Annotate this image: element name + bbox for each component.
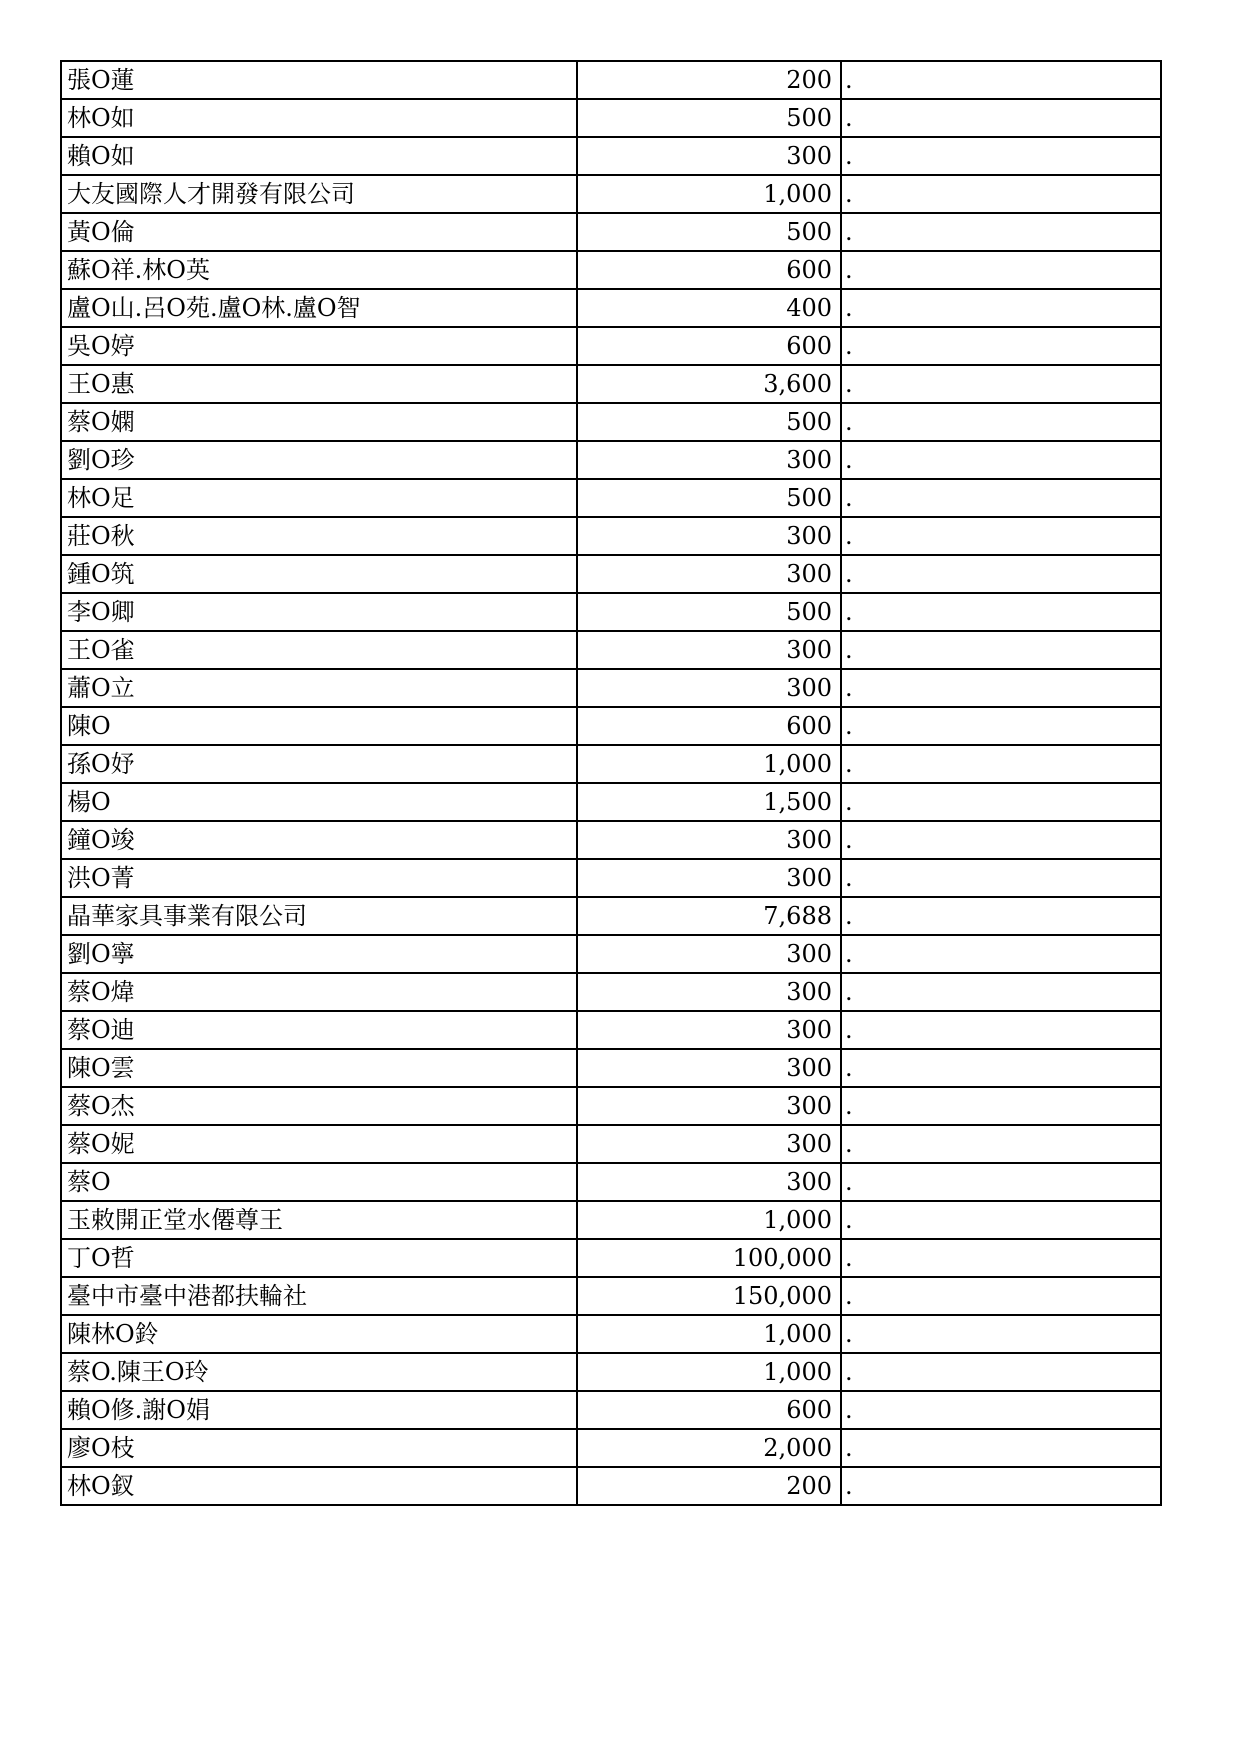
table-row (61, 61, 1161, 99)
amount-cell: 500 (577, 99, 841, 137)
note-cell: . (841, 1087, 1161, 1125)
amount-cell: 600 (577, 1391, 841, 1429)
table-row (61, 897, 1161, 935)
amount-cell: 500 (577, 593, 841, 631)
donor-name-cell: 賴O如 (61, 137, 577, 175)
table-row (61, 631, 1161, 669)
note-cell: . (841, 1277, 1161, 1315)
note-cell: . (841, 1049, 1161, 1087)
donor-name-cell: 林O如 (61, 99, 577, 137)
donor-name-cell: 盧O山.呂O苑.盧O林.盧O智 (61, 289, 577, 327)
note-cell: . (841, 973, 1161, 1011)
note-cell: . (841, 859, 1161, 897)
table-row (61, 517, 1161, 555)
table-row (61, 289, 1161, 327)
donor-name-cell: 廖O枝 (61, 1429, 577, 1467)
note-cell: . (841, 327, 1161, 365)
amount-cell: 300 (577, 555, 841, 593)
table-row (61, 669, 1161, 707)
donor-name-cell: 林O足 (61, 479, 577, 517)
note-cell: . (841, 365, 1161, 403)
table-row (61, 137, 1161, 175)
donor-name-cell: 蔡O.陳王O玲 (61, 1353, 577, 1391)
amount-cell: 150,000 (577, 1277, 841, 1315)
note-cell: . (841, 745, 1161, 783)
table-row (61, 327, 1161, 365)
amount-cell: 300 (577, 859, 841, 897)
table-row (61, 707, 1161, 745)
table-row (61, 403, 1161, 441)
note-cell: . (841, 1011, 1161, 1049)
table-row (61, 783, 1161, 821)
donor-name-cell: 莊O秋 (61, 517, 577, 555)
donor-name-cell: 大友國際人才開發有限公司 (61, 175, 577, 213)
donor-name-cell: 鍾O筑 (61, 555, 577, 593)
amount-cell: 1,000 (577, 1315, 841, 1353)
note-cell: . (841, 783, 1161, 821)
amount-cell: 300 (577, 517, 841, 555)
amount-cell: 300 (577, 631, 841, 669)
donor-name-cell: 劉O寧 (61, 935, 577, 973)
note-cell: . (841, 213, 1161, 251)
donor-name-cell: 王O雀 (61, 631, 577, 669)
note-cell: . (841, 1353, 1161, 1391)
table-row (61, 99, 1161, 137)
note-cell: . (841, 593, 1161, 631)
donor-name-cell: 蔡O嫻 (61, 403, 577, 441)
note-cell: . (841, 897, 1161, 935)
note-cell: . (841, 137, 1161, 175)
amount-cell: 1,000 (577, 175, 841, 213)
table-row (61, 213, 1161, 251)
donor-name-cell: 鐘O竣 (61, 821, 577, 859)
amount-cell: 1,000 (577, 745, 841, 783)
amount-cell: 400 (577, 289, 841, 327)
donation-table-body (61, 61, 1161, 1505)
note-cell: . (841, 631, 1161, 669)
note-cell: . (841, 1163, 1161, 1201)
note-cell: . (841, 1391, 1161, 1429)
donor-name-cell: 王O惠 (61, 365, 577, 403)
table-row (61, 593, 1161, 631)
amount-cell: 300 (577, 821, 841, 859)
amount-cell: 200 (577, 1467, 841, 1505)
amount-cell: 1,500 (577, 783, 841, 821)
table-row (61, 441, 1161, 479)
note-cell: . (841, 517, 1161, 555)
note-cell: . (841, 555, 1161, 593)
amount-cell: 600 (577, 251, 841, 289)
note-cell: . (841, 61, 1161, 99)
donor-name-cell: 賴O修.謝O娟 (61, 1391, 577, 1429)
donor-name-cell: 楊O (61, 783, 577, 821)
table-row (61, 1201, 1161, 1239)
donor-name-cell: 蔡O杰 (61, 1087, 577, 1125)
donor-name-cell: 黃O倫 (61, 213, 577, 251)
donor-name-cell: 蔡O (61, 1163, 577, 1201)
note-cell: . (841, 1201, 1161, 1239)
note-cell: . (841, 403, 1161, 441)
table-row (61, 175, 1161, 213)
table-row (61, 1011, 1161, 1049)
donor-name-cell: 陳O (61, 707, 577, 745)
donor-name-cell: 蘇O祥.林O英 (61, 251, 577, 289)
donor-name-cell: 晶華家具事業有限公司 (61, 897, 577, 935)
table-row (61, 935, 1161, 973)
note-cell: . (841, 175, 1161, 213)
donor-name-cell: 劉O珍 (61, 441, 577, 479)
note-cell: . (841, 707, 1161, 745)
table-row (61, 1087, 1161, 1125)
donor-name-cell: 吳O婷 (61, 327, 577, 365)
table-row (61, 1163, 1161, 1201)
amount-cell: 300 (577, 973, 841, 1011)
donor-name-cell: 洪O菁 (61, 859, 577, 897)
note-cell: . (841, 251, 1161, 289)
amount-cell: 300 (577, 137, 841, 175)
note-cell: . (841, 441, 1161, 479)
table-row (61, 821, 1161, 859)
donor-name-cell: 陳林O鈴 (61, 1315, 577, 1353)
table-row (61, 1467, 1161, 1505)
amount-cell: 500 (577, 213, 841, 251)
table-row (61, 1315, 1161, 1353)
donor-name-cell: 丁O哲 (61, 1239, 577, 1277)
amount-cell: 300 (577, 1049, 841, 1087)
note-cell: . (841, 1239, 1161, 1277)
note-cell: . (841, 289, 1161, 327)
note-cell: . (841, 821, 1161, 859)
note-cell: . (841, 1125, 1161, 1163)
table-row (61, 479, 1161, 517)
donor-name-cell: 蕭O立 (61, 669, 577, 707)
note-cell: . (841, 479, 1161, 517)
table-row (61, 1277, 1161, 1315)
note-cell: . (841, 99, 1161, 137)
amount-cell: 3,600 (577, 365, 841, 403)
donor-name-cell: 張O蓮 (61, 61, 577, 99)
amount-cell: 300 (577, 1011, 841, 1049)
table-row (61, 1049, 1161, 1087)
note-cell: . (841, 1467, 1161, 1505)
table-row (61, 1429, 1161, 1467)
amount-cell: 300 (577, 1125, 841, 1163)
note-cell: . (841, 1429, 1161, 1467)
donor-name-cell: 蔡O妮 (61, 1125, 577, 1163)
donation-table (60, 60, 1162, 1506)
amount-cell: 300 (577, 935, 841, 973)
donor-name-cell: 蔡O煒 (61, 973, 577, 1011)
note-cell: . (841, 935, 1161, 973)
table-row (61, 1239, 1161, 1277)
table-row (61, 555, 1161, 593)
donor-name-cell: 李O卿 (61, 593, 577, 631)
amount-cell: 100,000 (577, 1239, 841, 1277)
table-row (61, 365, 1161, 403)
table-row (61, 973, 1161, 1011)
note-cell: . (841, 1315, 1161, 1353)
donor-name-cell: 臺中市臺中港都扶輪社 (61, 1277, 577, 1315)
table-row (61, 1125, 1161, 1163)
donor-name-cell: 孫O妤 (61, 745, 577, 783)
amount-cell: 300 (577, 441, 841, 479)
amount-cell: 300 (577, 1163, 841, 1201)
amount-cell: 500 (577, 479, 841, 517)
donor-name-cell: 蔡O迪 (61, 1011, 577, 1049)
table-row (61, 1391, 1161, 1429)
amount-cell: 500 (577, 403, 841, 441)
donor-name-cell: 陳O雲 (61, 1049, 577, 1087)
note-cell: . (841, 669, 1161, 707)
amount-cell: 300 (577, 1087, 841, 1125)
donor-name-cell: 玉敕開正堂水僊尊王 (61, 1201, 577, 1239)
donor-name-cell: 林O釵 (61, 1467, 577, 1505)
amount-cell: 300 (577, 669, 841, 707)
table-row (61, 859, 1161, 897)
table-row (61, 745, 1161, 783)
amount-cell: 2,000 (577, 1429, 841, 1467)
table-row (61, 251, 1161, 289)
amount-cell: 1,000 (577, 1353, 841, 1391)
table-row (61, 1353, 1161, 1391)
amount-cell: 600 (577, 327, 841, 365)
amount-cell: 600 (577, 707, 841, 745)
amount-cell: 1,000 (577, 1201, 841, 1239)
amount-cell: 7,688 (577, 897, 841, 935)
amount-cell: 200 (577, 61, 841, 99)
